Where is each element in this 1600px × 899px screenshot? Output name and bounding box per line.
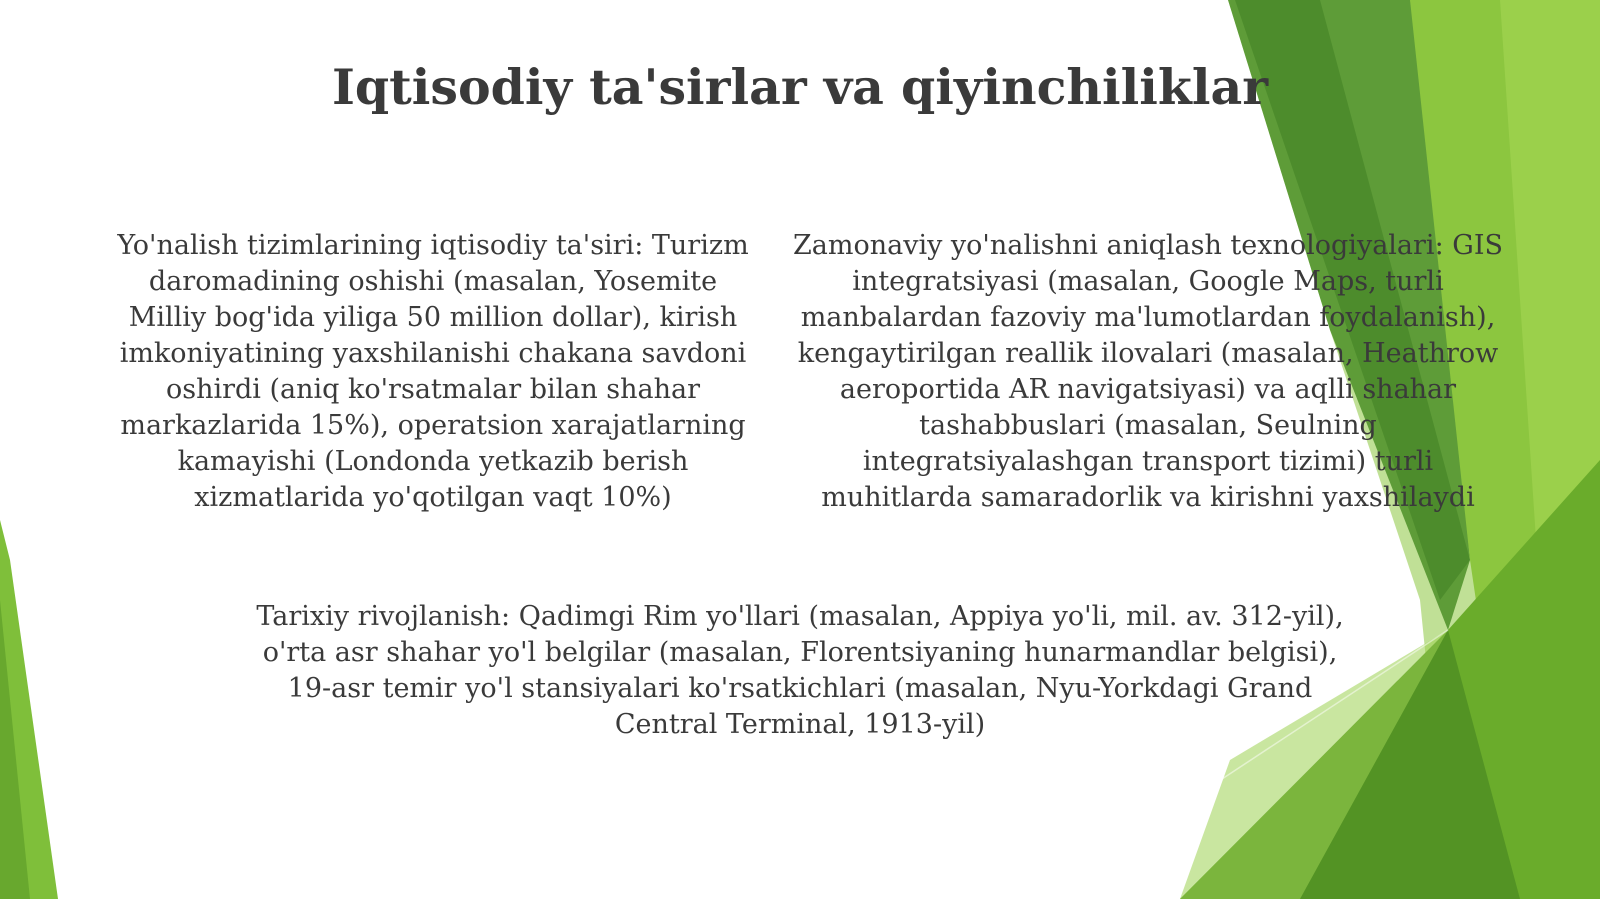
right-paragraph: Zamonaviy yo'nalishni aniqlash texnologiyalari: GIS integratsiyasi (masalan, Google Maps, turli manbalardan fazoviy ma'lumotlardan foydalanish), kengaytirilgan reallik ilovalari (masalan, Heathrow aeroportida AR navigatsiyasi) va aqlli shahar tashabbuslari (masalan, Seulning integratsiyalashgan transport tizimi) turli muhitlarda samaradorlik va kirishni yaxshilaydi: [793, 230, 1503, 513]
slide-title: Iqtisodiy ta'sirlar va qiyinchiliklar: [331, 58, 1269, 116]
bottom-paragraph: Tarixiy rivojlanish: Qadimgi Rim yo'llari (masalan, Appiya yo'li, mil. av. 312-yil), o'rta asr shahar yo'l belgilar (masalan, Florentsiyaning hunarmandlar belgisi), 19-asr temir yo'l stansiyalari ko'rsatkichlari (masalan, Nyu-Yorkdagi Grand Central Terminal, 1913-yil): [256, 601, 1344, 740]
left-paragraph: Yo'nalish tizimlarining iqtisodiy ta'siri: Turizm daromadining oshishi (masalan, Yosemite Milliy bog'ida yiliga 50 million dollar), kirish imkoniyatining yaxshilanishi chakana savdoni oshirdi (aniq ko'rsatmalar bilan shahar markazlarida 15%), operatsion xarajatlarning kamayishi (Londonda yetkazib berish xizmatlarida yo'qotilgan vaqt 10%): [117, 230, 749, 513]
